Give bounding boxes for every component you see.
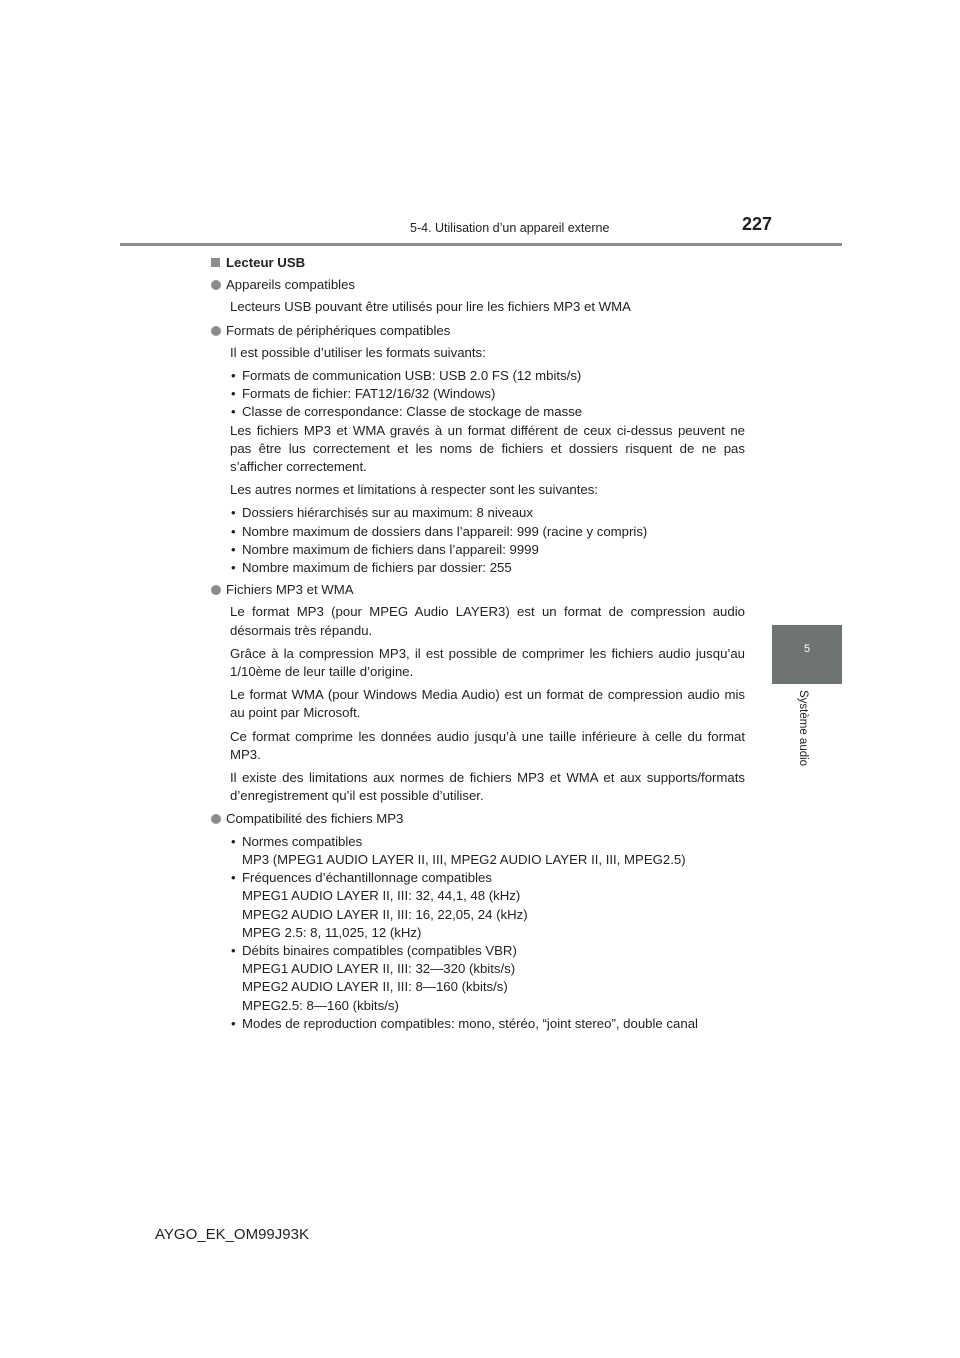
chapter-number: 5: [803, 643, 811, 655]
page-number: 227: [742, 214, 773, 234]
circle-bullet-icon: [211, 280, 221, 290]
paragraph: Le format WMA (pour Windows Media Audio) est un format de compression audio mis au point par Microsoft.: [230, 687, 745, 721]
chapter-tab: [772, 625, 842, 684]
square-bullet-icon: [211, 258, 220, 267]
item-heading-text: Fichiers MP3 et WMA: [226, 582, 354, 598]
item-heading-text: Formats de périphériques compatibles: [226, 322, 451, 338]
paragraph: Les autres normes et limitations à respecter sont les suivantes:: [230, 482, 598, 498]
list-item-line: MP3 (MPEG1 AUDIO LAYER II, III, MPEG2 AUDIO LAYER II, III, MPEG2.5): [242, 851, 686, 867]
item-compatible-devices: [211, 276, 745, 316]
item-heading-text: Compatibilité des fichiers MP3: [226, 811, 404, 827]
list-item-line: MPEG 2.5: 8, 11,025, 12 (kHz): [242, 924, 422, 940]
list-item: [230, 869, 745, 942]
bullet-list: [230, 504, 745, 577]
section-title-text: Lecteur USB: [226, 255, 306, 270]
section-title: [211, 254, 745, 272]
list-item-line: MPEG1 AUDIO LAYER II, III: 32—320 (kbits/s): [242, 961, 516, 977]
paragraph: Les fichiers MP3 et WMA gravés à un format différent de ceux ci-dessus peuvent ne pas être lus correctement et les noms de fichiers et dossiers risquent de ne pas s’afficher correctement.: [230, 422, 745, 475]
list-item-label: • Normes compatibles: [242, 833, 363, 849]
list-item: • Classe de correspondance: Classe de stockage de masse: [230, 403, 745, 421]
circle-bullet-icon: [211, 326, 221, 336]
bullet-list: [230, 833, 745, 1033]
main-content: [211, 254, 745, 1037]
paragraph: Grâce à la compression MP3, il est possible de comprimer les fichiers audio jusqu’au 1/10ème de leur taille d’origine.: [230, 645, 745, 680]
header-section-title: 5-4. Utilisation d’un appareil externe: [410, 221, 610, 235]
item-compatible-formats: [211, 322, 745, 578]
list-item: • Dossiers hiérarchisés sur au maximum: 8 niveaux: [230, 504, 745, 522]
chapter-label: Système audio: [797, 690, 809, 767]
item-mp3-compatibility: [211, 810, 745, 1032]
bullet-list: [230, 367, 745, 422]
circle-bullet-icon: [211, 585, 221, 595]
paragraph: Ce format comprime les données audio jusqu’à une taille inférieure à celle du format MP3.: [230, 728, 745, 762]
list-item-line: MPEG2.5: 8—160 (kbits/s): [242, 997, 399, 1013]
list-item-line: MPEG2 AUDIO LAYER II, III: 16, 22,05, 24 (kHz): [242, 906, 528, 922]
list-item: [230, 942, 745, 1015]
list-item: • Nombre maximum de dossiers dans l’appareil: 999 (racine y compris): [230, 523, 745, 541]
item-heading: [211, 276, 745, 294]
list-item-label: • Modes de reproduction compatibles: mono, stéréo, “joint stereo”, double canal: [242, 1015, 698, 1031]
header-divider: [120, 243, 842, 246]
paragraph: Il est possible d’utiliser les formats suivants:: [230, 344, 486, 360]
list-item-line: MPEG2 AUDIO LAYER II, III: 8—160 (kbits/s): [242, 979, 508, 995]
paragraph: Le format MP3 (pour MPEG Audio LAYER3) est un format de compression audio désormais très répandu.: [230, 604, 745, 638]
list-item: • Nombre maximum de fichiers par dossier: 255: [230, 559, 745, 577]
paragraph: Il existe des limitations aux normes de fichiers MP3 et WMA et aux supports/formats d’enregistrement qu’il est possible d’utiliser.: [230, 770, 745, 804]
document-code: AYGO_EK_OM99J93K: [155, 1226, 309, 1243]
list-item-line: MPEG1 AUDIO LAYER II, III: 32, 44,1, 48 (kHz): [242, 888, 521, 904]
list-item: • Nombre maximum de fichiers dans l’appareil: 9999: [230, 541, 745, 559]
list-item: • Formats de fichier: FAT12/16/32 (Windows): [230, 385, 745, 403]
list-item: [230, 833, 745, 869]
item-heading: [211, 322, 745, 340]
circle-bullet-icon: [211, 814, 221, 824]
item-mp3-wma-files: [211, 581, 745, 805]
list-item-label: • Débits binaires compatibles (compatibles VBR): [242, 942, 517, 958]
item-heading: [211, 581, 745, 599]
list-item-label: • Fréquences d’échantillonnage compatibles: [242, 870, 492, 886]
list-item: [230, 1015, 745, 1033]
paragraph: Lecteurs USB pouvant être utilisés pour lire les fichiers MP3 et WMA: [230, 299, 631, 315]
item-heading: [211, 810, 745, 828]
item-heading-text: Appareils compatibles: [226, 277, 356, 293]
list-item: • Formats de communication USB: USB 2.0 FS (12 mbits/s): [230, 367, 745, 385]
